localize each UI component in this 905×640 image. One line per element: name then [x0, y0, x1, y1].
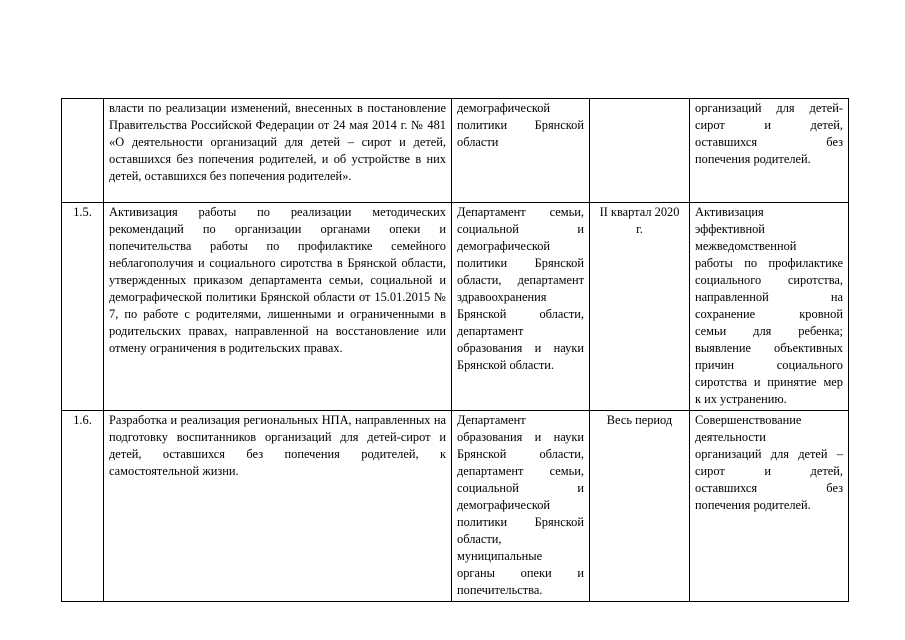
result-line: межведомственной [695, 239, 797, 253]
result-line: к их устранению. [695, 392, 787, 406]
action-description: власти по реализации изменений, внесенных в постановление Правительства Российской Федерации от 24 мая 2014 г. № 481 «О деятельности организаций для детей – сирот и детей, оставшихся без попечения родителей, и об устройстве в них детей, оставшихся без попечения родителей». [104, 99, 452, 203]
executor-cell [452, 411, 590, 602]
result-line: деятельности [695, 430, 766, 444]
executor-line: попечительства. [457, 583, 543, 597]
deadline-cell: Весь период [590, 411, 690, 602]
executor-line: политики Брянской [457, 256, 584, 270]
executor-line: образования и науки [457, 430, 584, 444]
result-line: эффективной [695, 222, 765, 236]
result-line: социального сиротства, [695, 273, 843, 287]
result-line: попечения родителей. [695, 152, 811, 166]
result-line: организаций для детей – [695, 447, 843, 461]
deadline-cell: II квартал 2020 г. [590, 203, 690, 411]
table-body [62, 99, 849, 602]
result-line: семьи для ребенка; [695, 324, 843, 338]
result-line: работы по профилактике [695, 256, 843, 270]
result-line: причин социального [695, 358, 843, 372]
result-line: Активизация [695, 205, 764, 219]
executor-line: демографической [457, 239, 551, 253]
executor-line: Департамент семьи, [457, 205, 584, 219]
action-description: Разработка и реализация региональных НПА, направленных на подготовку воспитанников организаций для детей-сирот и детей, оставшихся без попечения родителей, к самостоятельной жизни. [104, 411, 452, 602]
result-line: попечения родителей. [695, 498, 811, 512]
row-number [62, 99, 104, 203]
result-line: сохранение кровной [695, 307, 843, 321]
result-line: Совершенствование [695, 413, 802, 427]
executor-line: здравоохранения [457, 290, 547, 304]
result-line: направленной на [695, 290, 843, 304]
row-number: 1.5. [62, 203, 104, 411]
executor-line: органы опеки и [457, 566, 584, 580]
executor-line: департамент семьи, [457, 464, 584, 478]
executor-line: Брянской области, [457, 307, 584, 321]
executor-line: департамент [457, 324, 524, 338]
executor-line: муниципальные [457, 549, 543, 563]
executor-line: политики Брянской [457, 515, 584, 529]
table-row [62, 99, 849, 203]
action-description: Активизация работы по реализации методических рекомендаций по организации органами опеки и попечительства работы по профилактике семейного неблагополучия и социального сиротства в Брянской области, утвержденных приказом департамента семьи, социальной и демографической политики Брянской области от 15.01.2015 № 7, по работе с родителями, лишенными и ограниченными в родительских правах, направленной на восстановление или отмену ограничения в родительских правах. [104, 203, 452, 411]
result-line: сирот и детей, [695, 118, 843, 132]
executor-line: социальной и [457, 222, 584, 236]
result-line: сирот и детей, [695, 464, 843, 478]
executor-line: демографической [457, 498, 551, 512]
executor-line: области, [457, 532, 502, 546]
executor-cell [452, 203, 590, 411]
executor-line: Брянской области. [457, 358, 554, 372]
result-line: сиротства и принятие мер [695, 375, 843, 389]
executor-line: Департамент [457, 413, 526, 427]
result-line: выявление объективных [695, 341, 843, 355]
table-row [62, 203, 849, 411]
deadline-cell [590, 99, 690, 203]
executor-line: Брянской области, [457, 447, 584, 461]
row-number: 1.6. [62, 411, 104, 602]
executor-line: демографической [457, 101, 551, 115]
executor-line: политики Брянской [457, 118, 584, 132]
result-line: оставшихся без [695, 135, 843, 149]
expected-result-cell [690, 99, 849, 203]
measures-table [61, 98, 849, 602]
result-line: организаций для детей- [695, 101, 843, 115]
executor-line: образования и науки [457, 341, 584, 355]
result-line: оставшихся без [695, 481, 843, 495]
executor-line: социальной и [457, 481, 584, 495]
executor-line: области, департамент [457, 273, 584, 287]
expected-result-cell [690, 203, 849, 411]
expected-result-cell [690, 411, 849, 602]
executor-cell [452, 99, 590, 203]
executor-line: области [457, 135, 499, 149]
table-row [62, 411, 849, 602]
